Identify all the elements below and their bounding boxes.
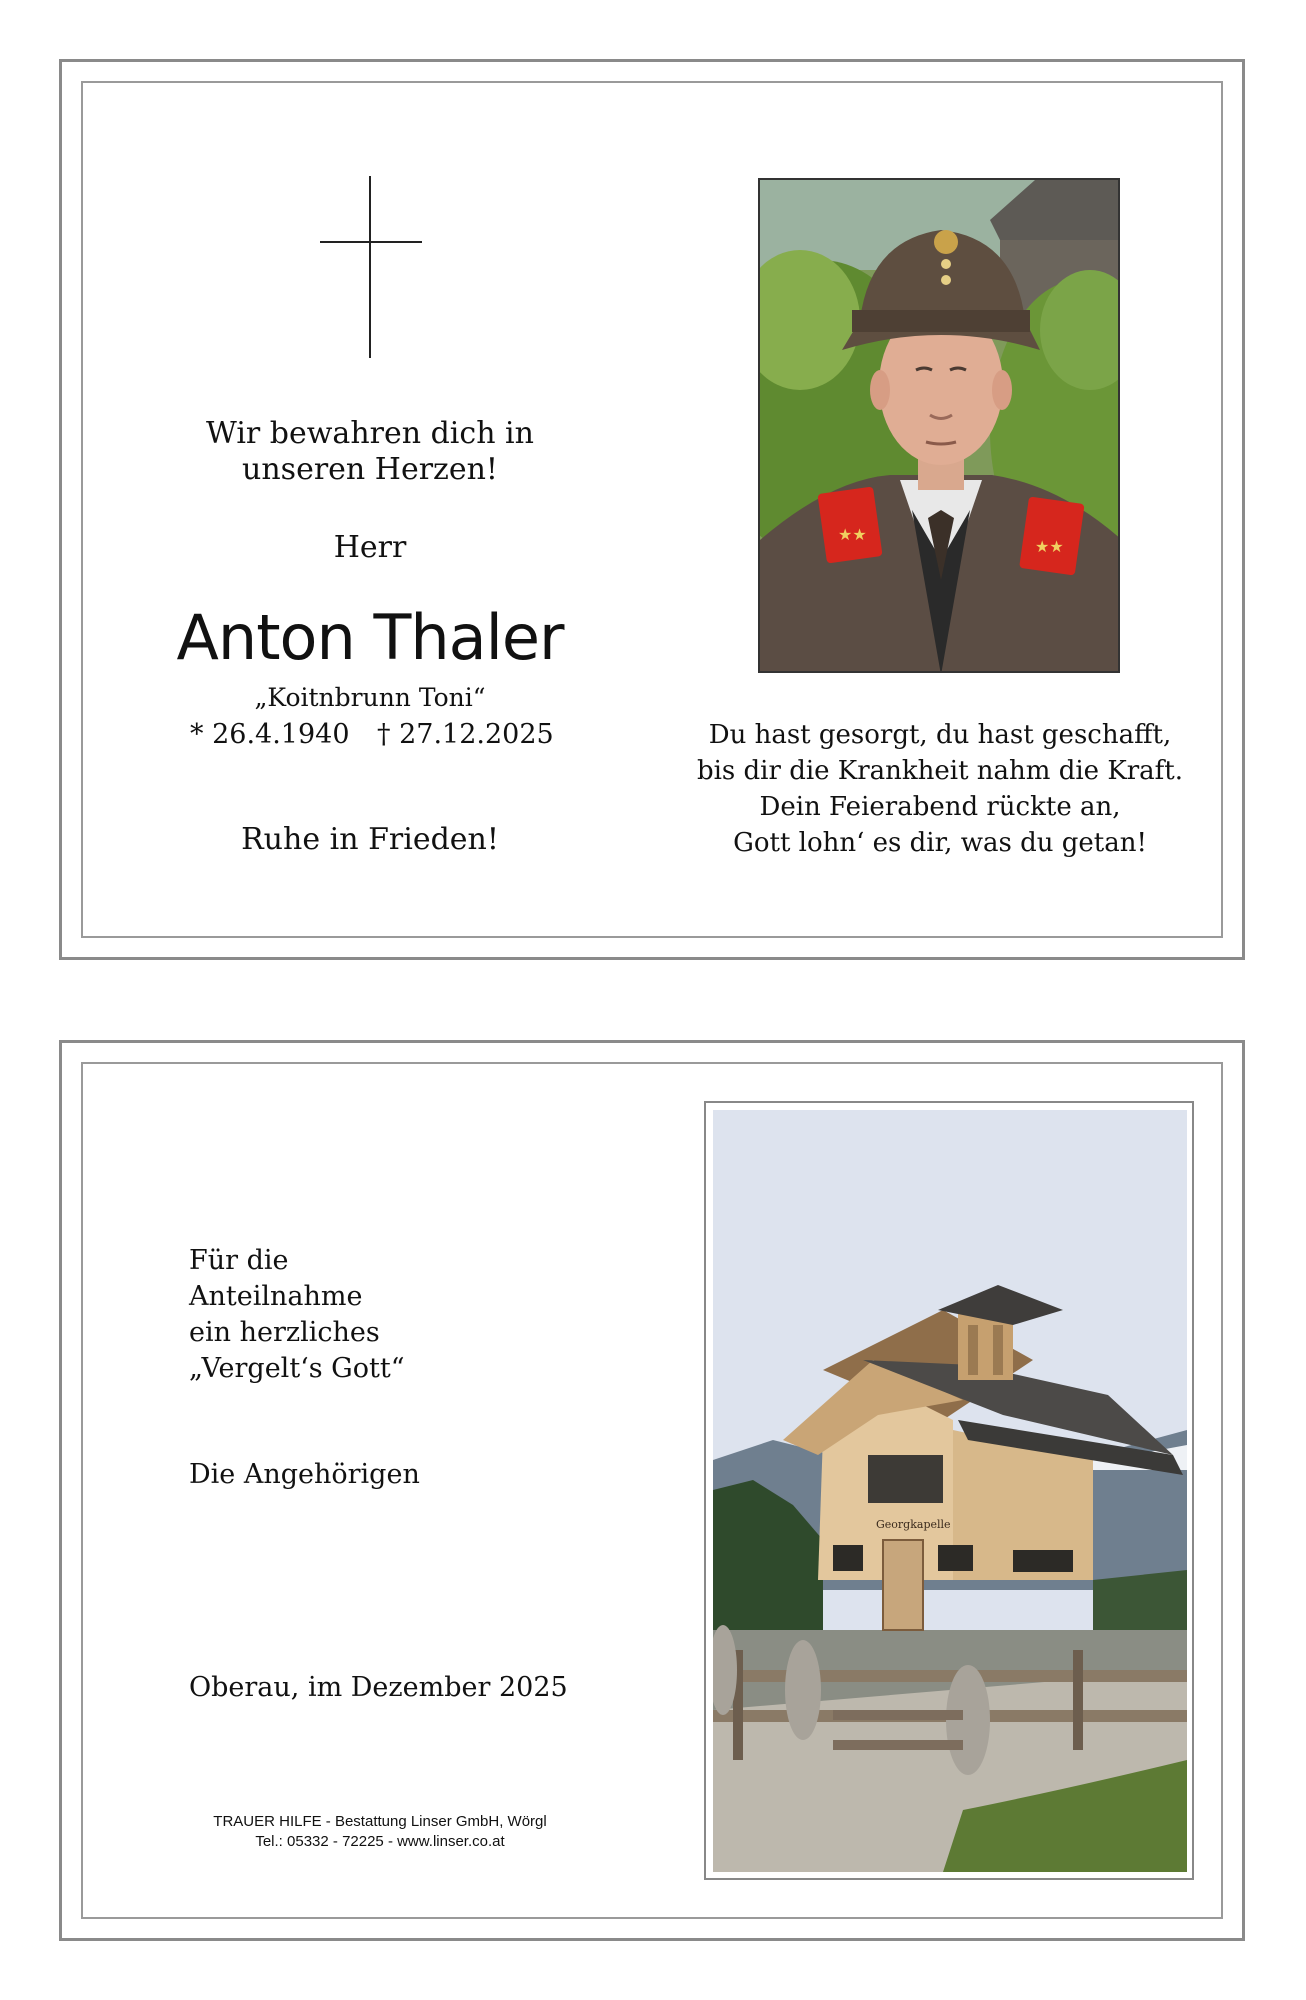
cross-icon-bar bbox=[320, 241, 422, 243]
footer-company: TRAUER HILFE - Bestattung Linser GmbH, Wörgl bbox=[213, 1813, 547, 1830]
thanks-line: ein herzliches bbox=[189, 1317, 380, 1348]
chapel-sign: Georgkapelle bbox=[876, 1518, 951, 1531]
poem-right bbox=[690, 717, 1190, 861]
memorial-verse-line: unseren Herzen! bbox=[242, 452, 498, 487]
portrait-illustration bbox=[760, 180, 1120, 673]
memorial-verse bbox=[140, 416, 600, 488]
nickname: „Koitnbrunn Toni“ bbox=[254, 683, 486, 712]
thanks-text bbox=[189, 1243, 405, 1387]
closing-phrase: Ruhe in Frieden! bbox=[241, 822, 499, 857]
birth-date: * 26.4.1940 bbox=[190, 719, 350, 750]
thanks-line: Anteilnahme bbox=[189, 1281, 363, 1312]
cross-icon bbox=[369, 176, 371, 358]
death-date: † 27.12.2025 bbox=[377, 719, 554, 750]
portrait-photo bbox=[758, 178, 1120, 673]
relatives-signature: Die Angehörigen bbox=[189, 1459, 420, 1490]
chapel-illustration bbox=[713, 1110, 1187, 1872]
thanks-line: Für die bbox=[189, 1245, 289, 1276]
svg-text:★★: ★★ bbox=[1035, 537, 1064, 556]
thanks-line: „Vergelt‘s Gott“ bbox=[189, 1353, 405, 1384]
svg-text:★★: ★★ bbox=[838, 525, 867, 544]
poem-line: Dein Feierabend rückte an, bbox=[759, 792, 1121, 822]
chapel-photo bbox=[713, 1110, 1187, 1872]
funeral-home-footer bbox=[140, 1812, 620, 1852]
salutation: Herr bbox=[333, 530, 407, 565]
deceased-name: Anton Thaler bbox=[176, 601, 564, 674]
poem-line: Gott lohn‘ es dir, was du getan! bbox=[733, 828, 1147, 858]
place-and-date: Oberau, im Dezember 2025 bbox=[189, 1672, 568, 1703]
memorial-verse-line: Wir bewahren dich in bbox=[206, 416, 534, 451]
poem-line: Du hast gesorgt, du hast geschafft, bbox=[708, 720, 1172, 750]
footer-contact: Tel.: 05332 - 72225 - www.linser.co.at bbox=[255, 1833, 505, 1850]
poem-line: bis dir die Krankheit nahm die Kraft. bbox=[696, 756, 1184, 786]
